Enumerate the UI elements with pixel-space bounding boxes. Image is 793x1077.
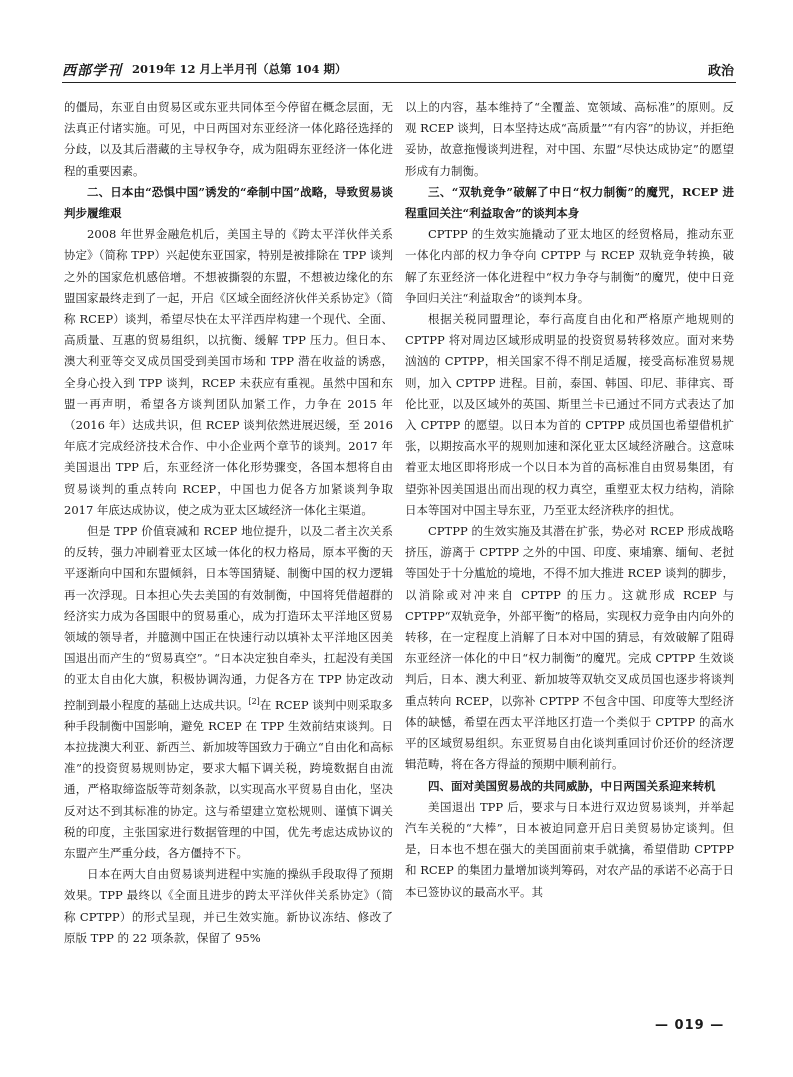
issue-info: 2019年 12 月上半月刊（总第 104 期）	[132, 62, 347, 76]
paragraph-text: 在 RCEP 谈判中则采取多种手段制衡中国影响，避免 RCEP 在 TPP 生效前结束谈判。日本拉拢澳大利亚、新西兰、新加坡等国致力于确立“自由化和高标准”的投资贸易规则协定，要求大幅下调关税，跨境数据自由流通，严格取缔盗版等苛刻条款，以实现高水平贸易自由化，坚决反对达不到其标准的协定。这与希望建立宽松规则、谨慎下调关税的印度，主张国家进行数据管理的中国，优先考虑达成协议的东盟产生严重分歧，各方僵持不下。	[64, 697, 393, 860]
paragraph: CPTPP 的生效实施撬动了亚太地区的经贸格局，推动东亚一体化内部的权力争夺向 CPTPP 与 RCEP 双轨竞争转换，破解了东亚经济一体化进程中“权力争夺与制衡”的魔咒，使中日竞争回归关注“利益取舍”的谈判本身。	[405, 227, 734, 305]
running-header	[62, 58, 736, 83]
paragraph-continued: 的僵局，东亚自由贸易区或东亚共同体至今停留在概念层面，无法真正付诸实施。可见，中日两国对东亚经济一体化路径选择的分歧，以及其后潜藏的主导权争夺，成为阻碍东亚经济一体化进程的重要因素。	[64, 100, 393, 178]
paragraph-continued: 以上的内容，基本维持了“全覆盖、宽领域、高标准”的原则。反观 RCEP 谈判，日本坚持达成“高质量”“有内容”的协议，并拒绝妥协，故意拖慢谈判进程，对中国、东盟“尽快达成协定”的愿望形成有力制衡。	[405, 100, 734, 178]
paragraph	[64, 521, 393, 864]
paragraph-text: 但是 TPP 价值衰减和 RCEP 地位提升，以及二者主次关系的反转，强力冲刷着亚太区域一体化的权力格局，原本平衡的天平逐渐向中国和东盟倾斜，日本等国猜疑、制衡中国的权力逻辑再一次浮现。日本担心失去美国的有效制衡，中国将凭借超群的经济实力成为各国眼中的贸易重心，成为打造环太平洋地区贸易领域的领导者，并臆测中国正在快速行动以填补太平洋地区因美国退出而产生的“贸易真空”。“日本决定独自牵头，扛起没有美国的亚太自由化大旗，积极协调沟通，力促各方在 TPP 协定改动控制到最小程度的基础上达成共识。	[64, 524, 393, 712]
paragraph: 美国退出 TPP 后，要求与日本进行双边贸易谈判，并举起汽车关税的“大棒”，日本被迫同意开启日美贸易协定谈判。但是，日本也不想在强大的美国面前束手就擒，希望借助 CPTPP 和 RCEP 的集团力量增加谈判筹码，对农产品的承诺不必高于日本已签协议的最高水平。其	[405, 799, 734, 899]
paragraph: CPTPP 的生效实施及其潜在扩张，势必对 RCEP 形成战略挤压，游离于 CPTPP 之外的中国、印度、柬埔寨、缅甸、老挝等国处于十分尴尬的境地，不得不加大推进 RCEP 谈判的脚步，以消除或对冲来自 CPTPP 的压力。这就形成 RCEP 与 CPTPP“双轨竞争，外部平衡”的格局，实现权力竞争由内向外的转移，在一定程度上消解了日本对中国的猜忌，有效破解了阻碍东亚经济一体化的中日“权力制衡”的魔咒。完成 CPTPP 生效谈判后，日本、澳大利亚、新加坡等双轨交叉成员国也逐步将谈判重点转向 RCEP，以弥补 CPTPP 不包含中国、印度等大型经济体的缺憾，希望在西太平洋地区打造一个类似于 CPTPP 的高水平的区域贸易组织。东亚贸易自由化谈判重回讨价还价的经济逻辑范畴，将在各方得益的预期中顺利前行。	[405, 524, 734, 772]
paragraph: 2008 年世界金融危机后，美国主导的《跨太平洋伙伴关系协定》（简称 TPP）兴起使东亚国家，特别是被排除在 TPP 谈判之外的国家危机感倍增。不想被撕裂的东盟，不想被边缘化的东盟国家最终走到了一起，开启《区域全面经济伙伴关系协定》（简称 RCEP）谈判，希望尽快在太平洋西岸构建一个现代、全面、高质量、互惠的贸易组织，以抗衡、缓解 TPP 压力。但日本、澳大利亚等交叉成员国受到美国市场和 TPP 潜在收益的诱惑，全身心投入到 TPP 谈判，RCEP 未获应有重视。虽然中国和东盟一再声明，希望各方谈判团队加紧工作，力争在 2015 年（2016 年）达成共识，但 RCEP 谈判依然进展迟缓，至 2016 年底才完成经济技术合作、中小企业两个章节的谈判。2017 年美国退出 TPP 后，东亚经济一体化形势骤变，各国本想将自由贸易谈判的重点转向 RCEP，中国也力促各方加紧谈判争取 2017 年底达成协议，使之成为亚太区域经济一体化主渠道。	[64, 227, 393, 517]
citation-marker: [2]	[248, 696, 260, 706]
right-column	[405, 97, 734, 1017]
section-label: 政治	[707, 64, 734, 79]
section-heading-2: 二、日本由“恐惧中国”诱发的“牵制中国”战略，导致贸易谈判步履维艰	[64, 184, 393, 221]
page-number: — 019 —	[655, 1018, 725, 1033]
left-column	[64, 97, 393, 1017]
paragraph: 日本在两大自由贸易谈判进程中实施的操纵手段取得了预期效果。TPP 最终以《全面且进步的跨太平洋伙伴关系协定》（简称 CPTPP）的形式呈现，并已生效实施。新协议冻结、修改了原版 TPP 的 22 项条款，保留了 95%	[64, 867, 393, 945]
section-heading-4: 四、面对美国贸易战的共同威胁，中日两国关系迎来转机	[428, 778, 716, 793]
journal-logo: 西部学刊	[62, 63, 122, 79]
section-heading-3: 三、“双轨竞争”破解了中日“权力制衡”的魔咒，RCEP 进程重回关注“利益取舍”的谈判本身	[405, 184, 734, 221]
paragraph: 根据关税同盟理论，奉行高度自由化和严格原产地规则的 CPTPP 将对周边区域形成明显的投资贸易转移效应。面对来势汹汹的 CPTPP，相关国家不得不削足适履，接受高标准贸易规则，加入 CPTPP 进程。目前，泰国、韩国、印尼、菲律宾、哥伦比亚，以及区域外的英国、斯里兰卡已通过不同方式表达了加入 CPTPP 的愿望。以日本为首的 CPTPP 成员国也希望借机扩张，以期按高水平的规则加速和深化亚太区域经济融合。这意味着亚太地区即将形成一个以日本为首的高标准自由贸易集团，有望弥补因美国退出而出现的权力真空，重塑亚太权力结构，消除日本等国对中国主导东亚，乃至亚太经济秩序的担忧。	[405, 312, 734, 517]
